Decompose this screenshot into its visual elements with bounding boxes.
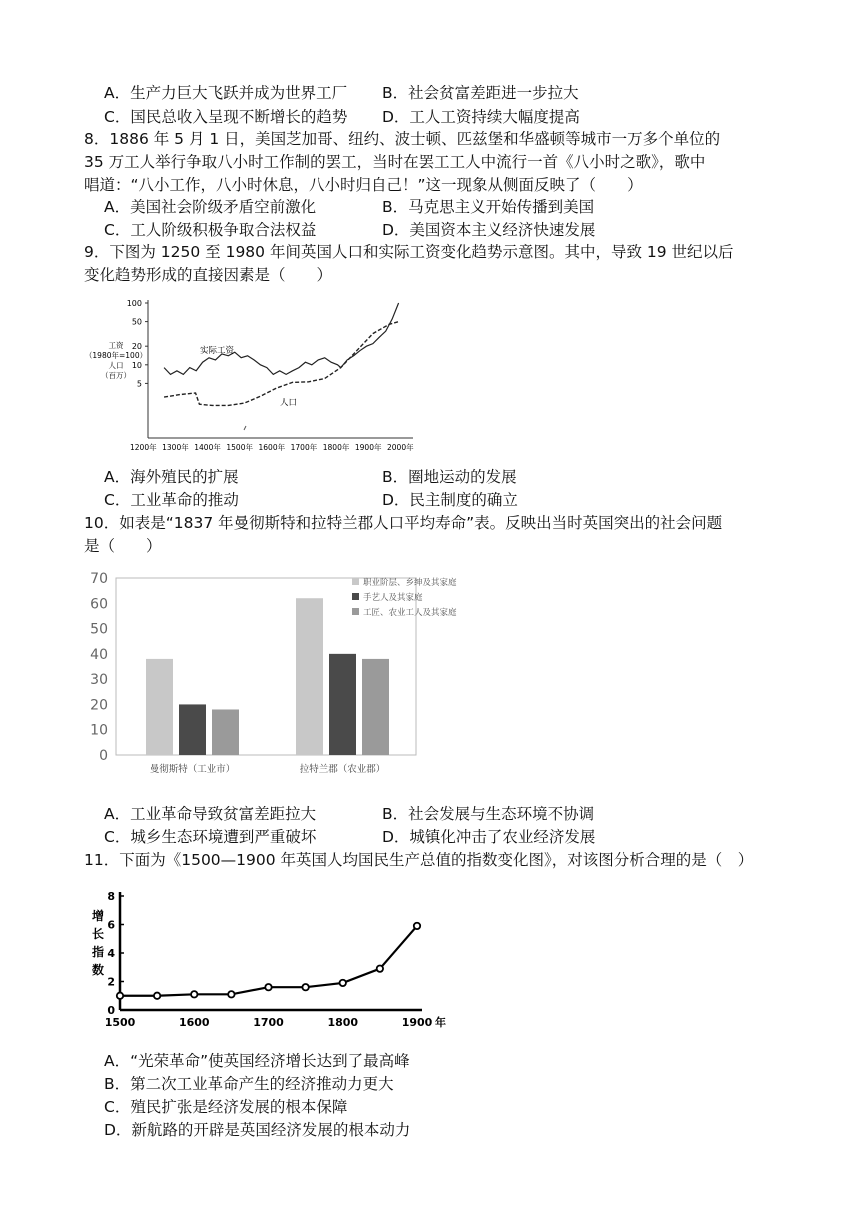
x-tick-label: 1700 [253,1016,284,1029]
q9-option-a[interactable]: A．海外殖民的扩展 [104,468,239,486]
x-axis-unit: 年 [435,1016,446,1029]
y-tick-label: 60 [90,596,108,613]
y-tick-label: 30 [90,672,108,689]
q7-option-a[interactable]: A．生产力巨大飞跃并成为世界工厂 [104,84,348,102]
x-tick-label: 1500 [104,1016,136,1029]
x-tick-label: 1500年 [226,443,253,452]
y-axis-label-char: 数 [92,963,105,977]
y-tick-label: 50 [131,317,142,327]
q10-option-c[interactable]: C．城乡生态环境遭到严重破坏 [104,828,317,846]
data-point [377,965,383,971]
data-point [191,991,197,997]
y-tick-label: 6 [107,918,115,932]
x-tick-label: 1700年 [290,443,318,452]
life-expectancy-chart [84,568,484,784]
q7-option-c[interactable]: C．国民总收入呈现不断增长的趋势 [104,108,348,126]
y-tick-label: 100 [126,299,142,308]
data-point [265,984,271,990]
data-point [340,980,346,986]
y-tick-label: 40 [90,646,108,663]
y-tick-label: 2 [107,975,115,989]
population-wage-chart [84,290,434,458]
y-axis-label-char: 指 [92,945,105,959]
legend-swatch [352,593,359,600]
x-tick-label: 1800年 [322,443,350,452]
q10-option-d[interactable]: D．城镇化冲击了农业经济发展 [382,828,596,846]
y-tick-label: 8 [107,890,115,903]
x-tick-label: 1300年 [162,443,189,452]
bar-1-1 [146,659,173,755]
y-tick-label: 4 [107,947,115,960]
data-point [302,984,308,990]
y-axis-label-line: 工资 [108,341,124,350]
bar-1-2 [179,704,206,755]
series-label-population: 人口 [280,398,298,408]
x-tick-label: 1900 [401,1016,433,1029]
category-label: 曼彻斯特（工业市） [149,764,236,775]
y-tick-label: 20 [90,697,108,714]
legend-swatch [352,578,359,585]
q7-option-d[interactable]: D．工人工资持续大幅度提高 [382,108,580,126]
q11-stem-line-1: 11．下面为《1500—1900 年英国人均国民生产总值的指数变化图》，对该图分析合理的是（ ） [84,851,754,869]
data-point [414,923,420,929]
data-point [228,991,234,997]
bar-1-3 [212,709,239,755]
y-tick-label: 10 [90,722,108,739]
legend-label: 工匠、农业工人及其家庭 [363,608,457,618]
q8-option-a[interactable]: A．美国社会阶级矛盾空前激化 [104,198,317,216]
y-axis-label-line: （1980年=100） [84,351,148,360]
legend-swatch [352,608,359,615]
data-point [117,993,123,999]
q8-stem-line-1: 8．1886 年 5 月 1 日，美国芝加哥、纽约、波士顿、匹兹堡和华盛顿等城市一万多个单位的 [84,130,721,148]
y-tick-label: 5 [136,379,142,389]
series-line-population [164,322,399,406]
q9-option-b[interactable]: B．圈地运动的发展 [382,468,517,486]
q9-stem-line-1: 9．下图为 1250 至 1980 年间英国人口和实际工资变化趋势示意图。其中，导致 19 世纪以后 [84,243,734,261]
x-tick-label: 1600年 [258,443,286,452]
q7-option-b[interactable]: B．社会贫富差距进一步拉大 [382,84,579,102]
q8-option-c[interactable]: C．工人阶级积极争取合法权益 [104,221,317,239]
x-tick-label: 2000年 [387,443,414,452]
y-tick-label: 70 [90,571,108,587]
bar-2-2 [329,654,356,755]
y-tick-label: 50 [90,621,108,638]
x-tick-label: 1400年 [194,443,221,452]
series-line-wage [164,303,399,374]
y-axis-label-line: 人口 [108,361,124,370]
legend-label: 职业阶层、乡绅及其家庭 [363,578,457,588]
gnp-index-chart [84,886,464,1036]
y-axis-label-line: （百万） [101,371,131,380]
series-label-wage: 实际工资 [200,346,235,356]
q8-option-b[interactable]: B．马克思主义开始传播到美国 [382,198,595,216]
category-label: 拉特兰郡（农业郡） [299,764,386,775]
y-axis-label-char: 长 [92,927,105,941]
bar-2-3 [362,659,389,755]
q8-stem-line-3: 唱道：“八小工作，八小时休息，八小时归自己！”这一现象从侧面反映了（ ） [84,176,643,194]
data-point [154,993,160,999]
q10-option-b[interactable]: B．社会发展与生态环境不协调 [382,805,595,823]
y-axis-label-char: 增 [92,909,105,923]
bar-2-1 [296,598,323,755]
y-tick-label: 10 [131,360,142,370]
y-tick-label: 0 [107,1004,115,1017]
q10-option-a[interactable]: A．工业革命导致贫富差距拉大 [104,805,317,823]
q9-option-c[interactable]: C．工业革命的推动 [104,491,239,509]
legend-label: 手艺人及其家庭 [363,593,423,603]
x-tick-label: 1900年 [354,443,382,452]
q10-stem-line-2: 是（ ） [84,537,162,555]
y-tick-label: 0 [99,748,108,764]
q11-option-d[interactable]: D．新航路的开辟是英国经济发展的根本动力 [104,1121,411,1139]
q11-option-c[interactable]: C．殖民扩张是经济发展的根本保障 [104,1098,348,1116]
x-tick-label: 1800 [327,1016,359,1029]
y-tick-label: 20 [131,342,142,352]
tick-mark [244,426,246,430]
q11-option-b[interactable]: B．第二次工业革命产生的经济推动力更大 [104,1075,394,1093]
q9-stem-line-2: 变化趋势形成的直接因素是（ ） [84,266,333,284]
x-tick-label: 1200年 [130,443,157,452]
q8-stem-line-2: 35 万工人举行争取八小时工作制的罢工，当时在罢工工人中流行一首《八小时之歌》，歌中 [84,153,706,171]
q8-option-d[interactable]: D．美国资本主义经济快速发展 [382,221,596,239]
q9-option-d[interactable]: D．民主制度的确立 [382,491,518,509]
q10-stem-line-1: 10．如表是“1837 年曼彻斯特和拉特兰郡人口平均寿命”表。反映出当时英国突出的社会问题 [84,514,723,532]
x-tick-label: 1600 [178,1016,210,1029]
q11-option-a[interactable]: A．“光荣革命”使英国经济增长达到了最高峰 [104,1052,410,1070]
